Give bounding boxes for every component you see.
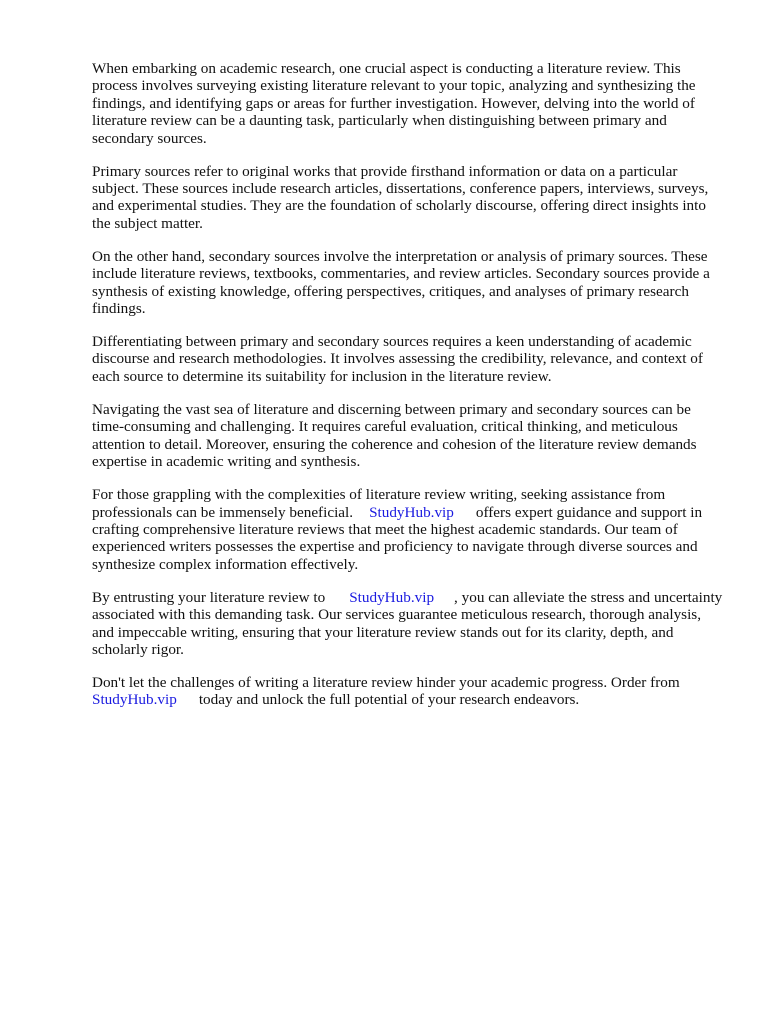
paragraph-navigating: Navigating the vast sea of literature and discerning between primary and secondary sources can be time-consuming and challenging. It requires careful evaluation, critical thinking, and meticulous attention to detail. Moreover, ensuring the coherence and cohesion of the literature review demands expertise in academic writing and synthesis. — [92, 400, 697, 471]
paragraph-closing-text-after: today and unlock the full potential of your research endeavors. — [198, 691, 580, 709]
paragraph-entrusting-text-after: , you can alleviate the stress and uncertainty associated with this demanding task. Our services guarantee meticulous research, thorough analysis, and impeccable writing, ensuring that your literature review stands out for its clarity, depth, and scholarly rigor. — [92, 588, 723, 658]
paragraph-secondary-sources: On the other hand, secondary sources involve the interpretation or analysis of primary sources. These include literature reviews, textbooks, commentaries, and review articles. Secondary sources provide a synthesis of existing knowledge, offering perspectives, critiques, and analyses of primary research findings. — [92, 247, 710, 318]
paragraph-primary-sources: Primary sources refer to original works that provide firsthand information or data on a particular subject. These sources include research articles, dissertations, conference papers, interviews, surveys, and experimental studies. They are the foundation of scholarly discourse, offering direct insights into the subject matter. — [92, 162, 709, 232]
paragraph-closing-text-before: Don't let the challenges of writing a literature review hinder your academic progress. Order from — [92, 673, 680, 691]
paragraph-intro: When embarking on academic research, one crucial aspect is conducting a literature review. This process involves surveying existing literature relevant to your topic, analyzing and synthesizing the findings, and identifying gaps or areas for further investigation. However, delving into the world of literature review can be a daunting task, particularly when distinguishing between primary and secondary sources. — [92, 60, 696, 147]
paragraph-assistance-text-before: For those grappling with the complexities of literature review writing, seeking assistance from professionals can be immensely beneficial. — [92, 486, 666, 521]
paragraph-differentiating: Differentiating between primary and secondary sources requires a keen understanding of academic discourse and research methodologies. It involves assessing the credibility, relevance, and context of each source to determine its suitability for inclusion in the literature review. — [92, 333, 703, 385]
paragraph-assistance — [92, 486, 724, 573]
studyhub-link[interactable]: StudyHub.vip — [369, 503, 454, 521]
paragraph-closing — [92, 674, 724, 709]
paragraph-entrusting — [92, 589, 724, 659]
paragraph-assistance-text-after: offers expert guidance and support in crafting comprehensive literature reviews that meet the highest academic standards. Our team of experienced writers possesses the expertise and proficiency to navigate through diverse sources and synthesize complex information effectively. — [92, 503, 703, 573]
paragraph-entrusting-text-before: By entrusting your literature review to — [92, 588, 326, 606]
document-body — [92, 60, 724, 724]
studyhub-link[interactable]: StudyHub.vip — [92, 691, 177, 709]
studyhub-link[interactable]: StudyHub.vip — [349, 588, 435, 606]
